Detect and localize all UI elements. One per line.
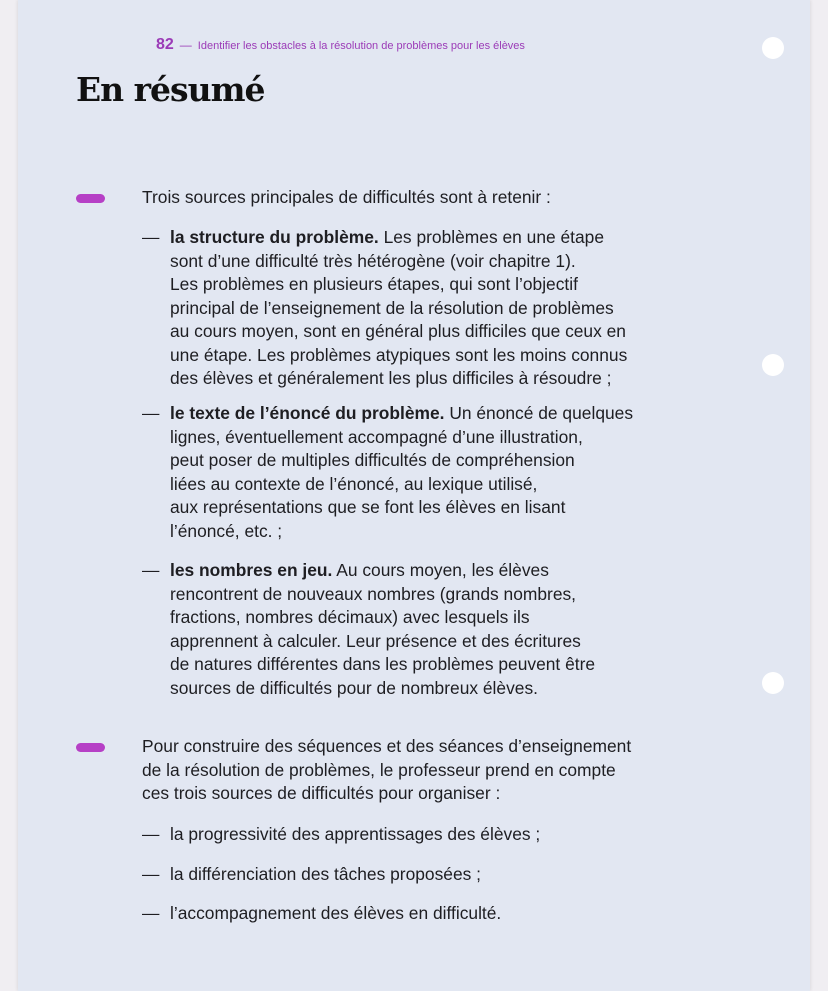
bullet-marker-2 [76,743,105,752]
item-line: principal de l’enseignement de la résolution de problèmes [170,297,614,318]
intro-line: de la résolution de problèmes, le professeur prend en compte [142,759,616,780]
item-line: peut poser de multiples difficultés de compréhension [170,450,575,470]
item-line: lignes, éventuellement accompagné d’une illustration, [170,426,583,447]
item-text: l’accompagnement des élèves en difficulté. [170,903,502,923]
item-line: apprennent à calculer. Leur présence et des écritures [170,630,581,651]
item-line: fractions, nombres décimaux) avec lesquels ils [170,607,530,627]
page-number: 82 [156,36,174,53]
section2-intro [142,735,702,806]
section1-intro: Trois sources principales de difficultés sont à retenir : [142,187,551,207]
item-line: des élèves et généralement les plus difficiles à résoudre ; [170,368,612,388]
page-title: En résumé [76,70,265,109]
running-header [156,36,525,54]
item-line: l’énoncé, etc. ; [170,520,283,541]
bullet-marker-1 [76,194,105,203]
item-body [170,226,710,391]
item-body [170,402,710,543]
document-page [18,0,810,991]
intro-line: ces trois sources de difficultés pour organiser : [142,783,501,803]
item-line: Les problèmes en plusieurs étapes, qui sont l’objectif [170,274,578,294]
item-text: la progressivité des apprentissages des élèves ; [170,824,541,844]
item-dash: — [142,403,160,423]
item-line: liées au contexte de l’énoncé, au lexique utilisé, [170,473,538,494]
item-dash: — [142,903,160,923]
item-line: Les problèmes en une étape [383,227,605,247]
binder-hole-middle [762,354,784,376]
item-line: une étape. Les problèmes atypiques sont les moins connus [170,344,628,365]
item-dash: — [142,824,160,844]
item-line: sources de difficultés pour de nombreux élèves. [170,677,538,698]
item-heading: les nombres en jeu. [170,560,333,580]
item-dash: — [142,864,160,884]
item-dash: — [142,560,160,580]
item-body [170,559,710,700]
item-line: aux représentations que se font les élèves en lisant [170,497,566,517]
header-dash: — [179,38,192,52]
item-heading: le texte de l’énoncé du problème. [170,403,445,423]
item-line: rencontrent de nouveaux nombres (grands nombres, [170,583,577,604]
item-line: sont d’une difficulté très hétérogène (voir chapitre 1). [170,250,576,271]
item-line: Un énoncé de quelques [449,403,634,423]
item-dash: — [142,227,160,247]
running-title: Identifier les obstacles à la résolution de problèmes pour les élèves [197,40,525,52]
binder-hole-top [762,37,784,59]
intro-line: Pour construire des séquences et des séances d’enseignement [142,736,632,756]
item-line: au cours moyen, sont en général plus difficiles que ceux en [170,321,626,341]
item-line: Au cours moyen, les élèves [336,560,549,580]
item-line: de natures différentes dans les problèmes peuvent être [170,654,596,674]
item-heading: la structure du problème. [170,227,379,247]
item-text: la différenciation des tâches proposées ; [170,864,481,884]
binder-hole-bottom [762,672,784,694]
